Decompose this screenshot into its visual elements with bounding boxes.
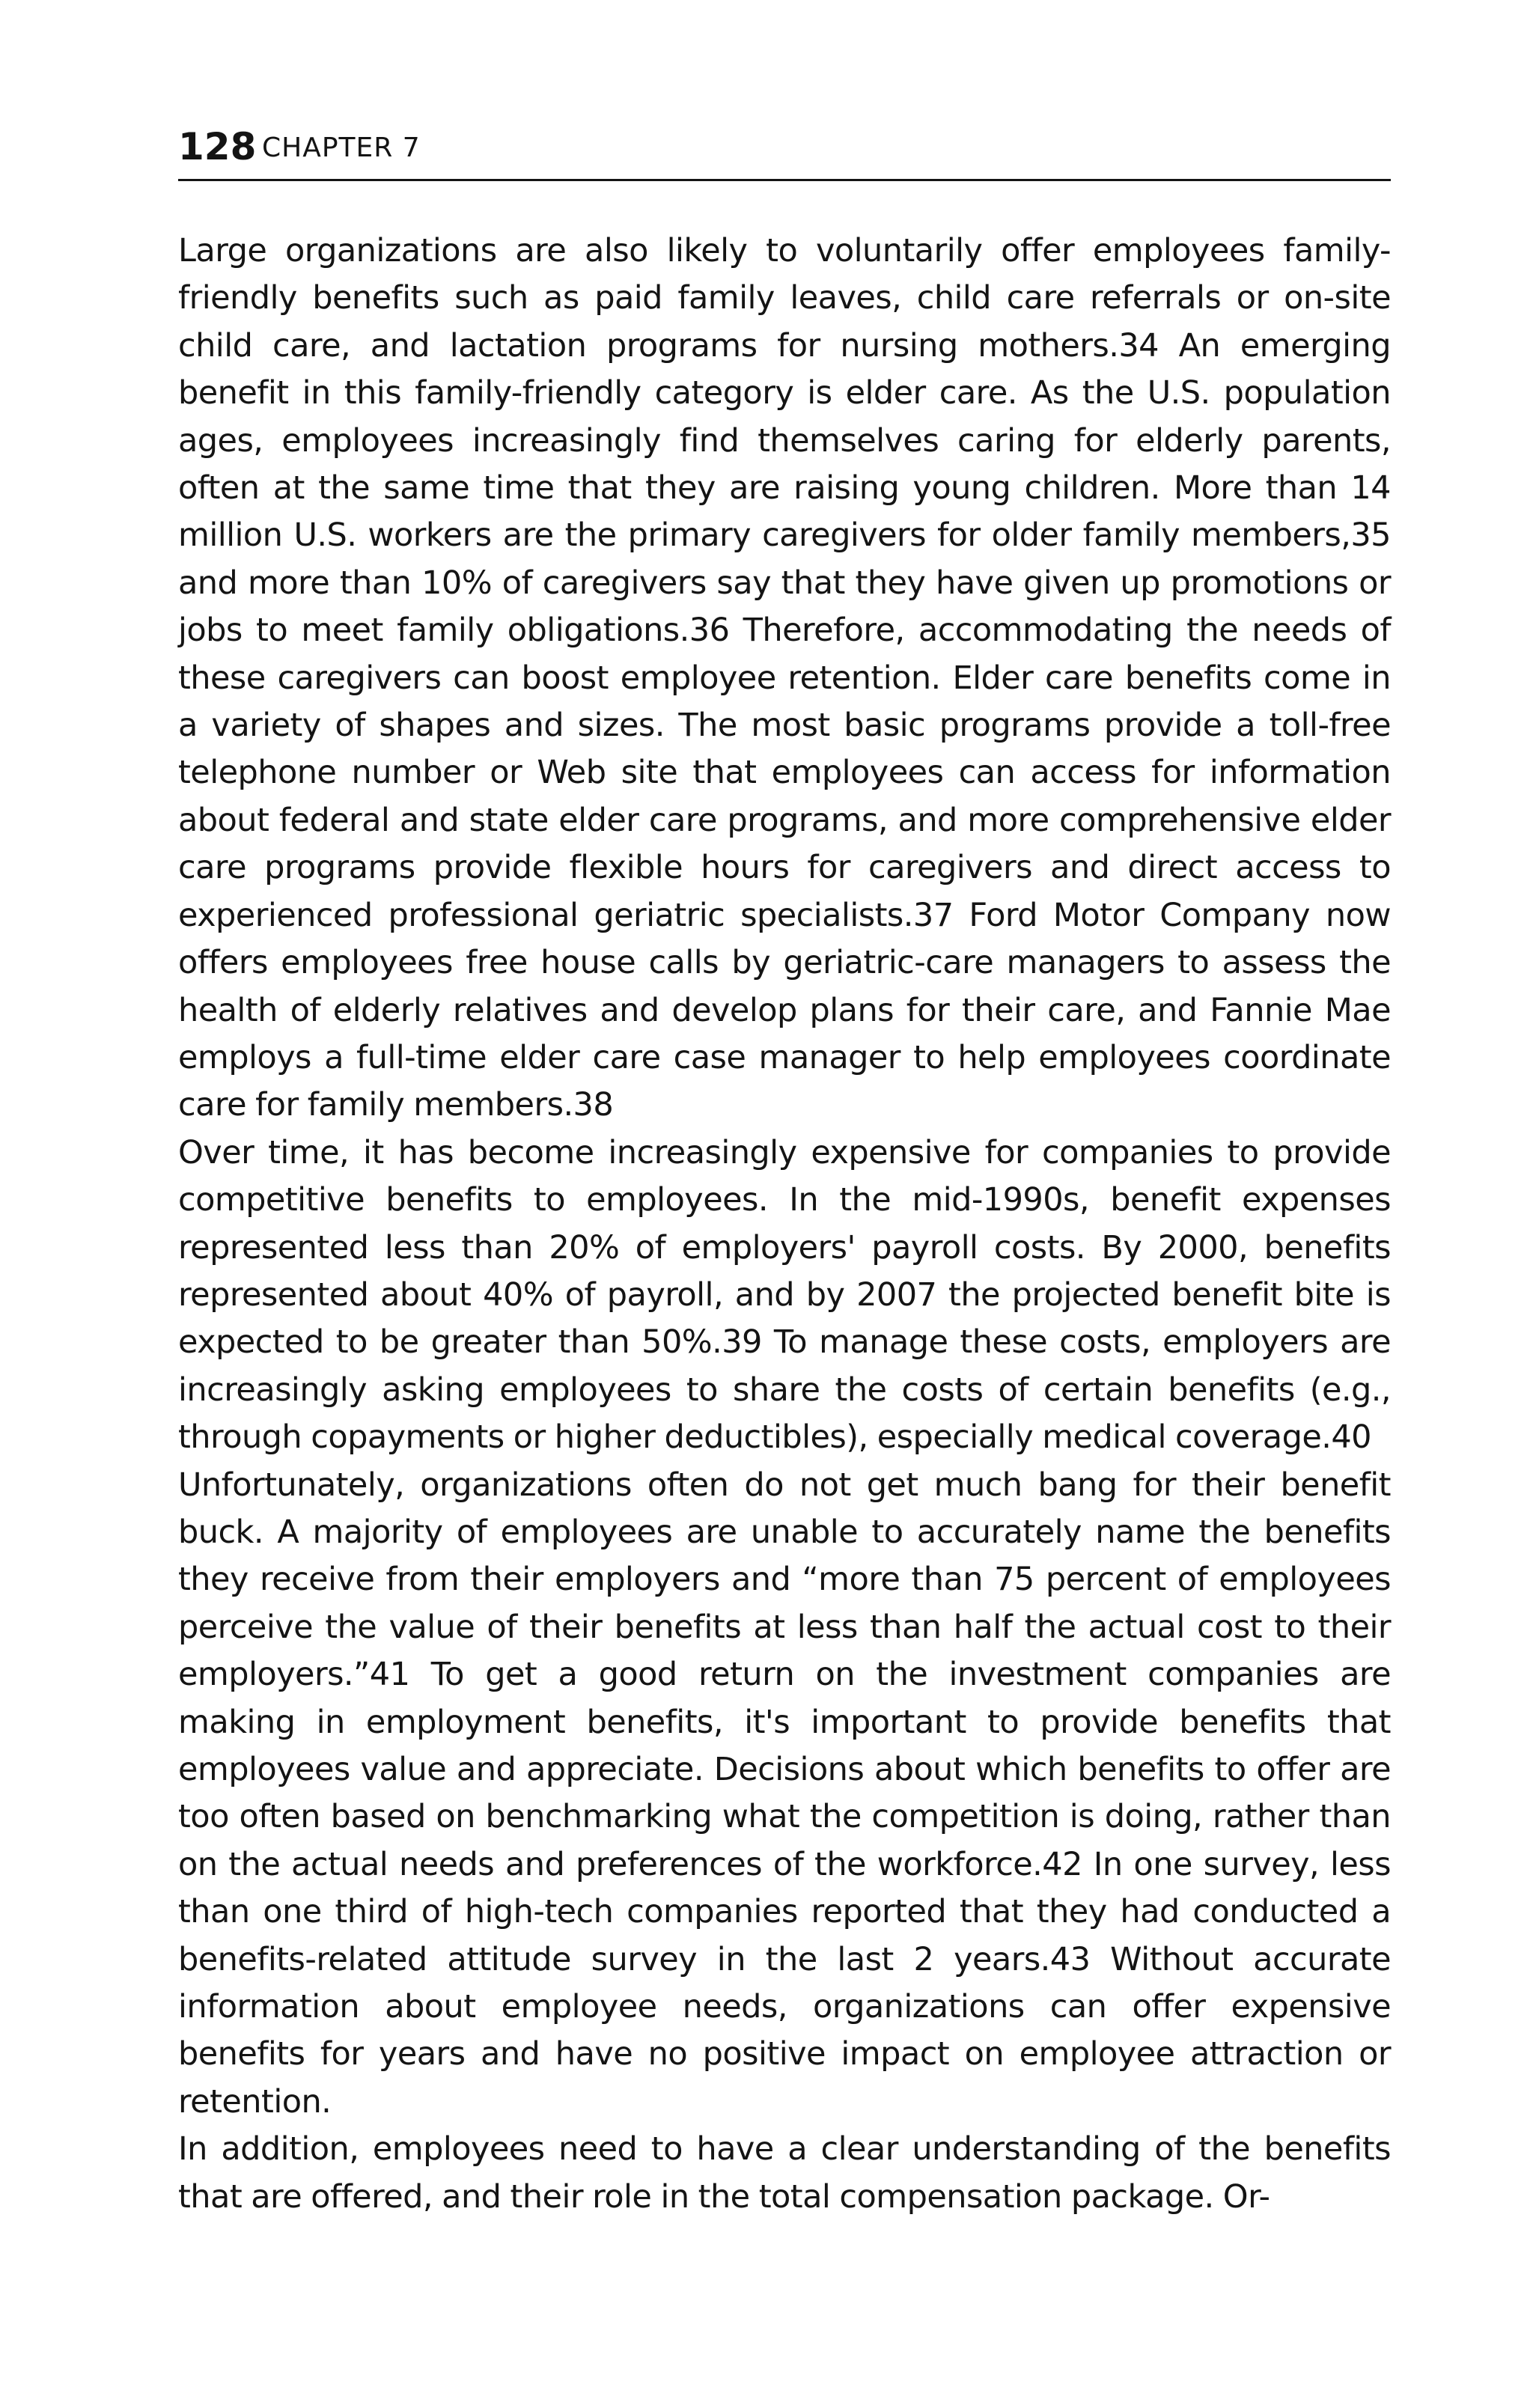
paragraph-benefit-value: Unfortunately, organizations often do not get much bang for their benefit buck. A majority of employees are unable to accurately name the benefits they receive from their employers and “more than 75 percent of employees perceive the value of their benefits at less than half the actual cost to their employers.”41 To get a good return on the investment companies are making in employment benefits, it's important to provide benefits that employees value and appreciate. Decisions about which benefits to offer are too often based on benchmarking what the competition is doing, rather than on the actual needs and preferences of the workforce.42 In one survey, less than one third of high-tech companies reported that they had conducted a benefits-related attitude survey in the last 2 years.43 Without accurate information about employee needs, organizations can offer expensive benefits for years and have no positive impact on employee attraction or retention. (178, 1466, 1391, 2121)
body-text (178, 228, 1391, 2221)
paragraph-employee-understanding: In addition, employees need to have a clear understanding of the benefits that are offered, and their role in the total compensation package. Or- (178, 2130, 1391, 2216)
page-number: 128 (178, 125, 257, 168)
chapter-label: CHAPTER 7 (262, 132, 421, 163)
paragraph-benefit-costs: Over time, it has become increasingly expensive for companies to provide competitive benefits to employees. In the mid-1990s, benefit expenses represented less than 20% of employers' payroll costs. By 2000, benefits represented about 40% of payroll, and by 2007 the projected benefit bite is expected to be greater than 50%.39 To manage these costs, employers are increasingly asking employees to share the costs of certain benefits (e.g., through copayments or higher deductibles), especially medical coverage.40 (178, 1133, 1391, 1457)
running-header (178, 112, 1391, 181)
paragraph-elder-care: Large organizations are also likely to voluntarily offer employees family-friendly benefits such as paid family leaves, child care referrals or on-site child care, and lactation programs for nursing mothers.34 An emerging benefit in this family-friendly category is elder care. As the U.S. population ages, employees increasingly find themselves caring for elderly parents, often at the same time that they are raising young children. More than 14 million U.S. workers are the primary caregivers for older family members,35 and more than 10% of caregivers say that they have given up promotions or jobs to meet family obligations.36 Therefore, accommodating the needs of these caregivers can boost employee retention. Elder care benefits come in a variety of shapes and sizes. The most basic programs provide a toll-free telephone number or Web site that employees can access for information about federal and state elder care programs, and more comprehensive elder care programs provide flexible hours for caregivers and direct access to experienced professional geriatric specialists.37 Ford Motor Company now offers employees free house calls by geriatric-care managers to assess the health of elderly relatives and develop plans for their care, and Fannie Mae employs a full-time elder care case manager to help employees coordinate care for family members.38 (178, 232, 1391, 1124)
